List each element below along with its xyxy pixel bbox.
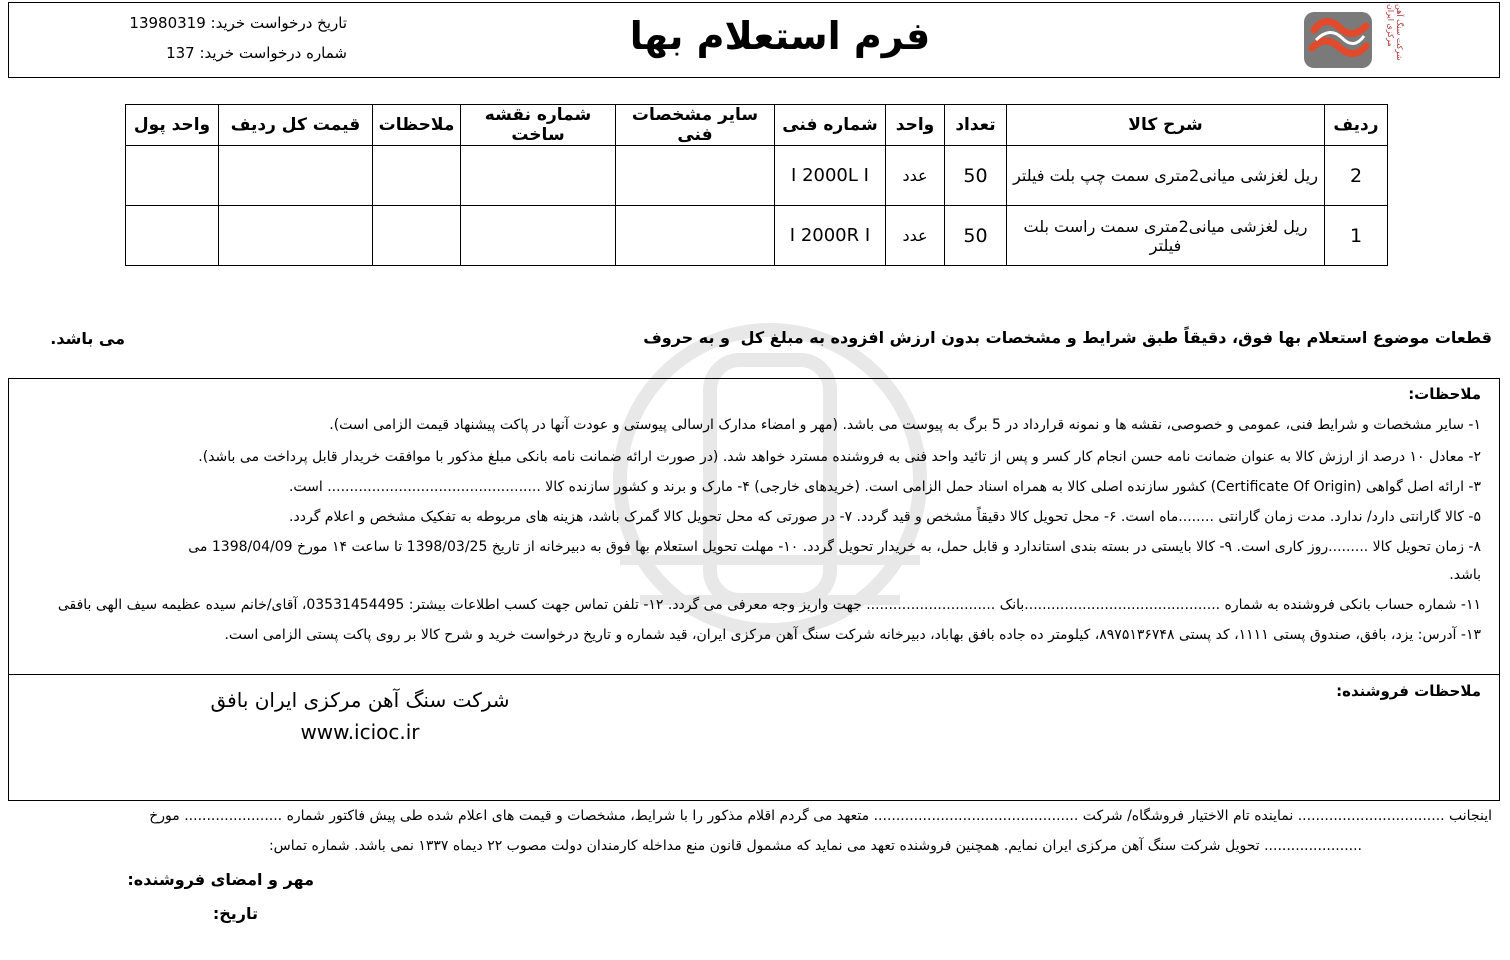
row-number: 1 (1325, 206, 1388, 266)
item-other-specs (616, 146, 775, 206)
purchase-number-value: 137 (166, 44, 195, 62)
column-header: شماره فنی (775, 105, 886, 146)
item-total-price (219, 206, 373, 266)
page-title: فرم استعلام بها (629, 14, 931, 58)
statement-words: و به حروف (643, 328, 730, 347)
table-row (126, 146, 1388, 206)
note-item: ۲- معادل ۱۰ درصد از ارزش کالا به عنوان ضمانت نامه حسن انجام کار کسر و پس از تائید واحد فنی به فروشنده مسترد خواهد شد. (در صورت ارائه ضمانت نامه بانکی مبلغ مذکور با موافقت خریدار قابل پرداخت می باشد). (198, 449, 1481, 465)
item-other-specs (616, 206, 775, 266)
item-drawing-number (461, 146, 616, 206)
note-item: ۱۱- شماره حساب بانکی فروشنده به شماره ............................................بانک ............................. جهت واریز وجه معرفی می گردد. ۱۲- تلفن تماس جهت کسب اطلاعات بیشتر: 03531454495، آقای/خانم سیده عظیمه سیف الهی بافقی (57, 597, 1481, 613)
item-currency (126, 206, 219, 266)
notes-heading: ملاحظات: (1408, 385, 1481, 403)
seller-signature-label: مهر و امضای فروشنده: (127, 870, 314, 889)
purchase-number-label: شماره درخواست خرید: (199, 44, 347, 62)
item-technical-number: I 2000L I (775, 146, 886, 206)
purchase-date (129, 14, 347, 32)
column-header: ملاحظات (373, 105, 461, 146)
item-quantity: 50 (945, 146, 1007, 206)
company-website: www.icioc.ir (300, 720, 420, 744)
item-currency (126, 146, 219, 206)
note-item: ۸- زمان تحویل کالا .........روز کاری است. ۹- کالا بایستی در بسته بندی استاندارد و قابل حمل، به خریدار تحویل گردد. ۱۰- مهلت تحویل استعلام بها فوق به دبیرخانه از تاریخ 1398/03/25 تا ساعت ۱۴ مورخ 1398/04/09 می (188, 539, 1481, 555)
purchase-date-label: تاریخ درخواست خرید: (210, 14, 347, 32)
seller-date-label: تاریخ: (212, 904, 258, 923)
column-header: ردیف (1325, 105, 1388, 146)
item-total-price (219, 146, 373, 206)
column-header: واحد پول (126, 105, 219, 146)
purchase-date-value: 13980319 (129, 14, 206, 32)
purchase-number (166, 44, 347, 62)
note-item: ۱۳- آدرس: یزد، بافق، صندوق پستی ۱۱۱۱، کد پستی ۸۹۷۵۱۳۶۷۴۸، کیلومتر ده جاده بافق بهاباد، دبیرخانه شرکت سنگ آهن مرکزی ایران، قید شماره و تاریخ درخواست خرید و شرح کالا بر روی پاکت پستی الزامی است. (224, 627, 1481, 643)
table-header-row (126, 105, 1388, 146)
column-header: قیمت کل ردیف (219, 105, 373, 146)
item-unit: عدد (886, 146, 945, 206)
company-logo-icon (1296, 4, 1388, 74)
item-unit: عدد (886, 206, 945, 266)
item-quantity: 50 (945, 206, 1007, 266)
item-technical-number: I 2000R I (775, 206, 886, 266)
commitment-line-1: اینجانب ................................. نماینده تام الاختیار فروشگاه/ شرکت .............................................. متعهد می گردم اقلام مذکور را با شرایط، مشخصات و قیمت های اعلام شده طی پیش فاکتور شماره ...................... مورخ (149, 808, 1492, 824)
item-description: ریل لغزشی میانی2متری سمت چپ بلت فیلتر (1007, 146, 1325, 206)
column-header: سایر مشخصات فنی (616, 105, 775, 146)
note-item: باشد. (1449, 567, 1481, 583)
company-name: شرکت سنگ آهن مرکزی ایران بافق (210, 688, 510, 712)
item-description: ریل لغزشی میانی2متری سمت راست بلت فیلتر (1007, 206, 1325, 266)
note-item: ۱- سایر مشخصات و شرایط فنی، عمومی و خصوصی، نقشه ها و نمونه قرارداد در 5 برگ به پیوست می باشد. (مهر و امضاء مدارک ارسالی پیوستی و عودت آنها در پاکت پیشنهاد قیمت الزامی است). (329, 417, 1481, 433)
items-table (125, 104, 1388, 266)
column-header: شماره نقشه ساخت (461, 105, 616, 146)
item-remarks (373, 206, 461, 266)
table-row (126, 206, 1388, 266)
column-header: شرح کالا (1007, 105, 1325, 146)
notes-section (8, 378, 1500, 675)
logo-text: شرکت سنگ آهن مرکزی ایران (1386, 4, 1404, 61)
item-remarks (373, 146, 461, 206)
note-item: ۵- کالا گارانتی دارد/ ندارد. مدت زمان گارانتی ........ماه است. ۶- محل تحویل کالا دقیقاً مشخص و قید گردد. ۷- در صورتی که محل تحویل کالا گمرک باشد، هزینه های مربوطه به تفکیک مشخص و اعلام گردد. (289, 509, 1481, 525)
item-drawing-number (461, 206, 616, 266)
seller-remarks-heading: ملاحظات فروشنده: (1336, 682, 1481, 700)
statement-end: می باشد. (50, 329, 125, 348)
commitment-line-2: ...................... تحویل شرکت سنگ آهن مرکزی ایران نمایم. همچنین فروشنده تعهد می نماید که مشمول قانون منع مداخله کارمندان دولت مصوب ۲۲ دیماه ۱۳۳۷ نمی باشد. شماره تماس: (268, 838, 1362, 854)
statement-total: قطعات موضوع استعلام بها فوق، دقیقاً طبق شرایط و مشخصات بدون ارزش افزوده به مبلغ کل (740, 328, 1492, 347)
row-number: 2 (1325, 146, 1388, 206)
column-header: واحد (886, 105, 945, 146)
column-header: تعداد (945, 105, 1007, 146)
note-item: ۳- ارائه اصل گواهی (Certificate Of Origin) کشور سازنده اصلی کالا به همراه اسناد حمل الزامی است. (خریدهای خارجی) ۴- مارک و برند و کشور سازنده کالا ................................................ است. (288, 479, 1481, 495)
